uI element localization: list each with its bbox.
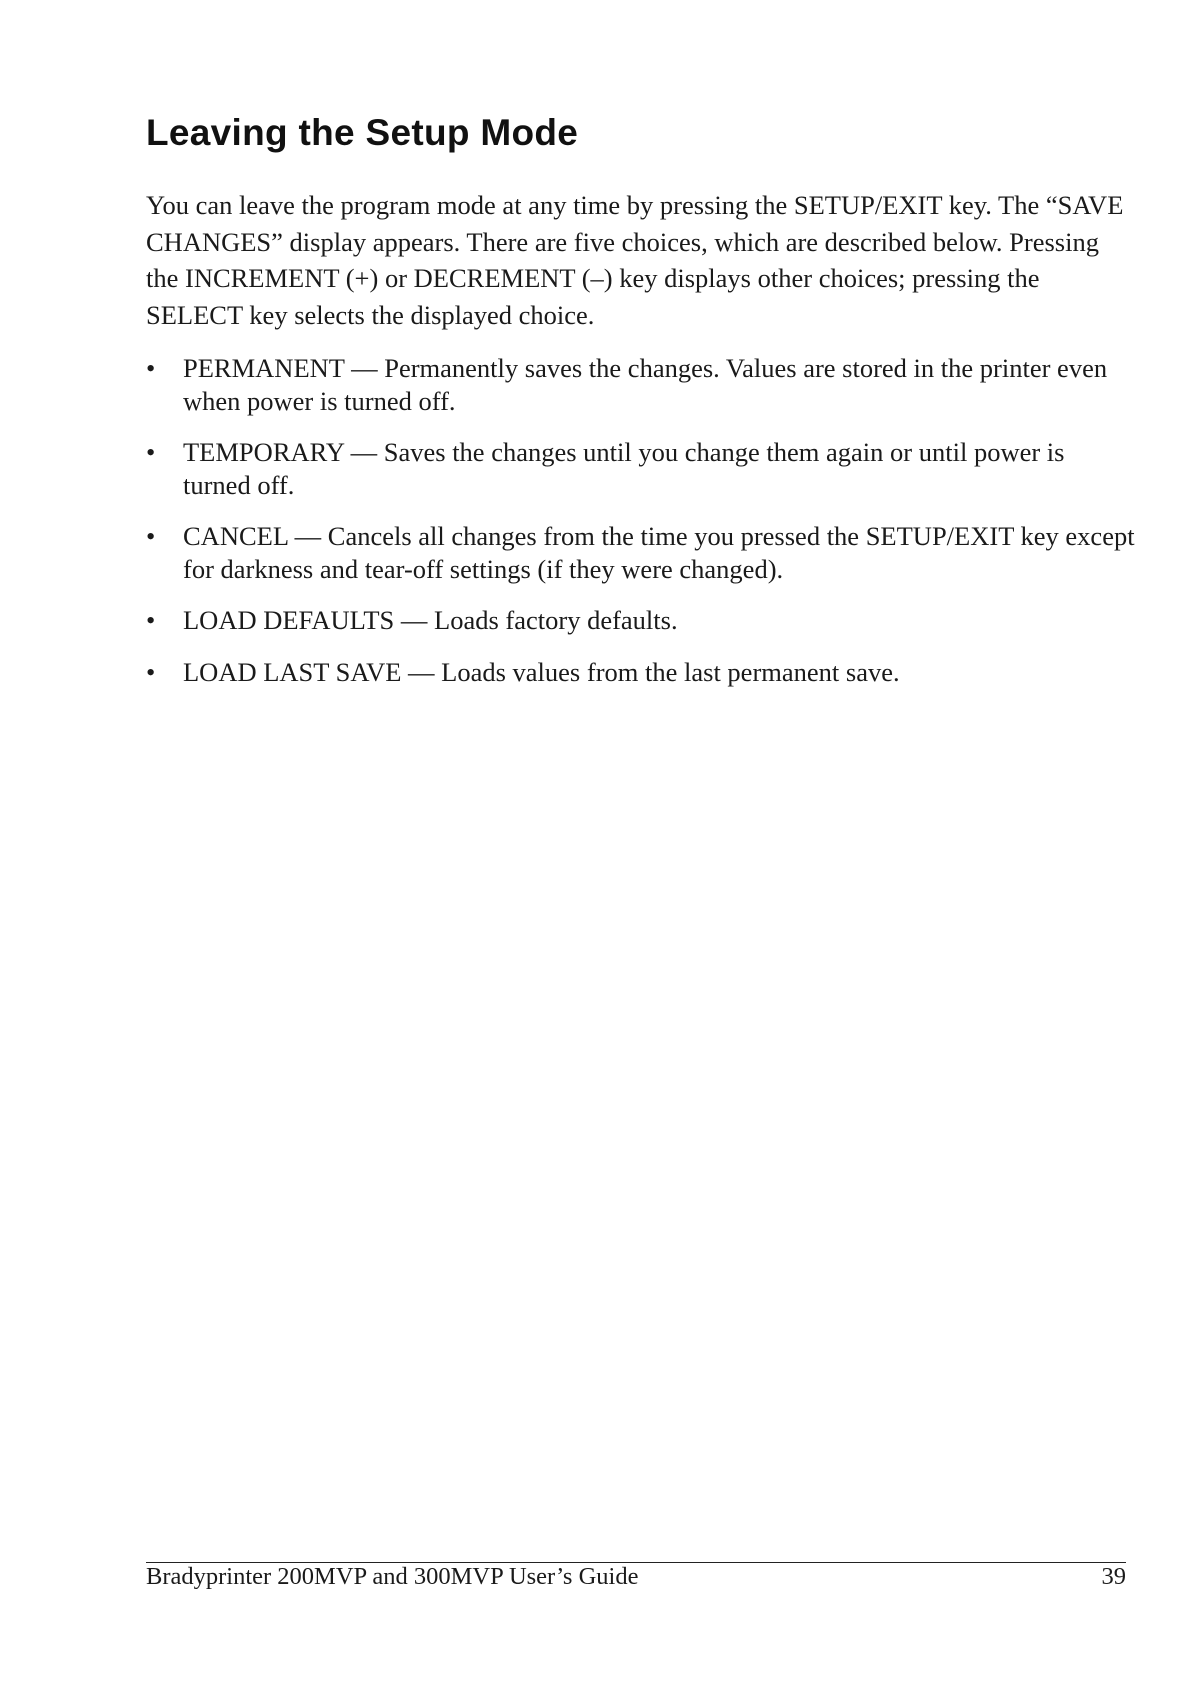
list-item <box>146 520 1136 585</box>
choices-list <box>146 352 1136 707</box>
list-item <box>146 656 1136 689</box>
list-item <box>146 352 1136 417</box>
list-item-text: PERMANENT — Permanently saves the changes. Values are stored in the printer even when power is turned off. <box>183 353 1108 416</box>
list-item <box>146 604 1136 637</box>
bullet-icon: • <box>146 656 156 687</box>
list-item-text: LOAD DEFAULTS — Loads factory defaults. <box>183 605 678 635</box>
bullet-icon: • <box>146 521 156 551</box>
list-item-text: CANCEL — Cancels all changes from the time you pressed the SETUP/EXIT key except for darkness and tear-off settings (if they were changed). <box>183 521 1135 584</box>
footer-page-number: 39 <box>1101 1563 1126 1590</box>
list-item-text: TEMPORARY — Saves the changes until you change them again or until power is turned off. <box>183 437 1065 500</box>
section-heading: Leaving the Setup Mode <box>146 112 579 153</box>
bullet-icon: • <box>146 605 156 635</box>
list-item <box>146 436 1136 501</box>
bullet-icon: • <box>146 353 156 383</box>
list-item-text: LOAD LAST SAVE — Loads values from the last permanent save. <box>183 656 900 687</box>
intro-paragraph: You can leave the program mode at any time by pressing the SETUP/EXIT key. The “SAVE CHANGES” display appears. There are five choices, which are described below. Pressing the INCREMENT (+) or DECREMENT (–) key displays other choices; pressing the SELECT key selects the displayed choice. <box>146 190 1124 330</box>
bullet-icon: • <box>146 437 156 467</box>
footer-document-title: Bradyprinter 200MVP and 300MVP User’s Guide <box>146 1563 639 1590</box>
